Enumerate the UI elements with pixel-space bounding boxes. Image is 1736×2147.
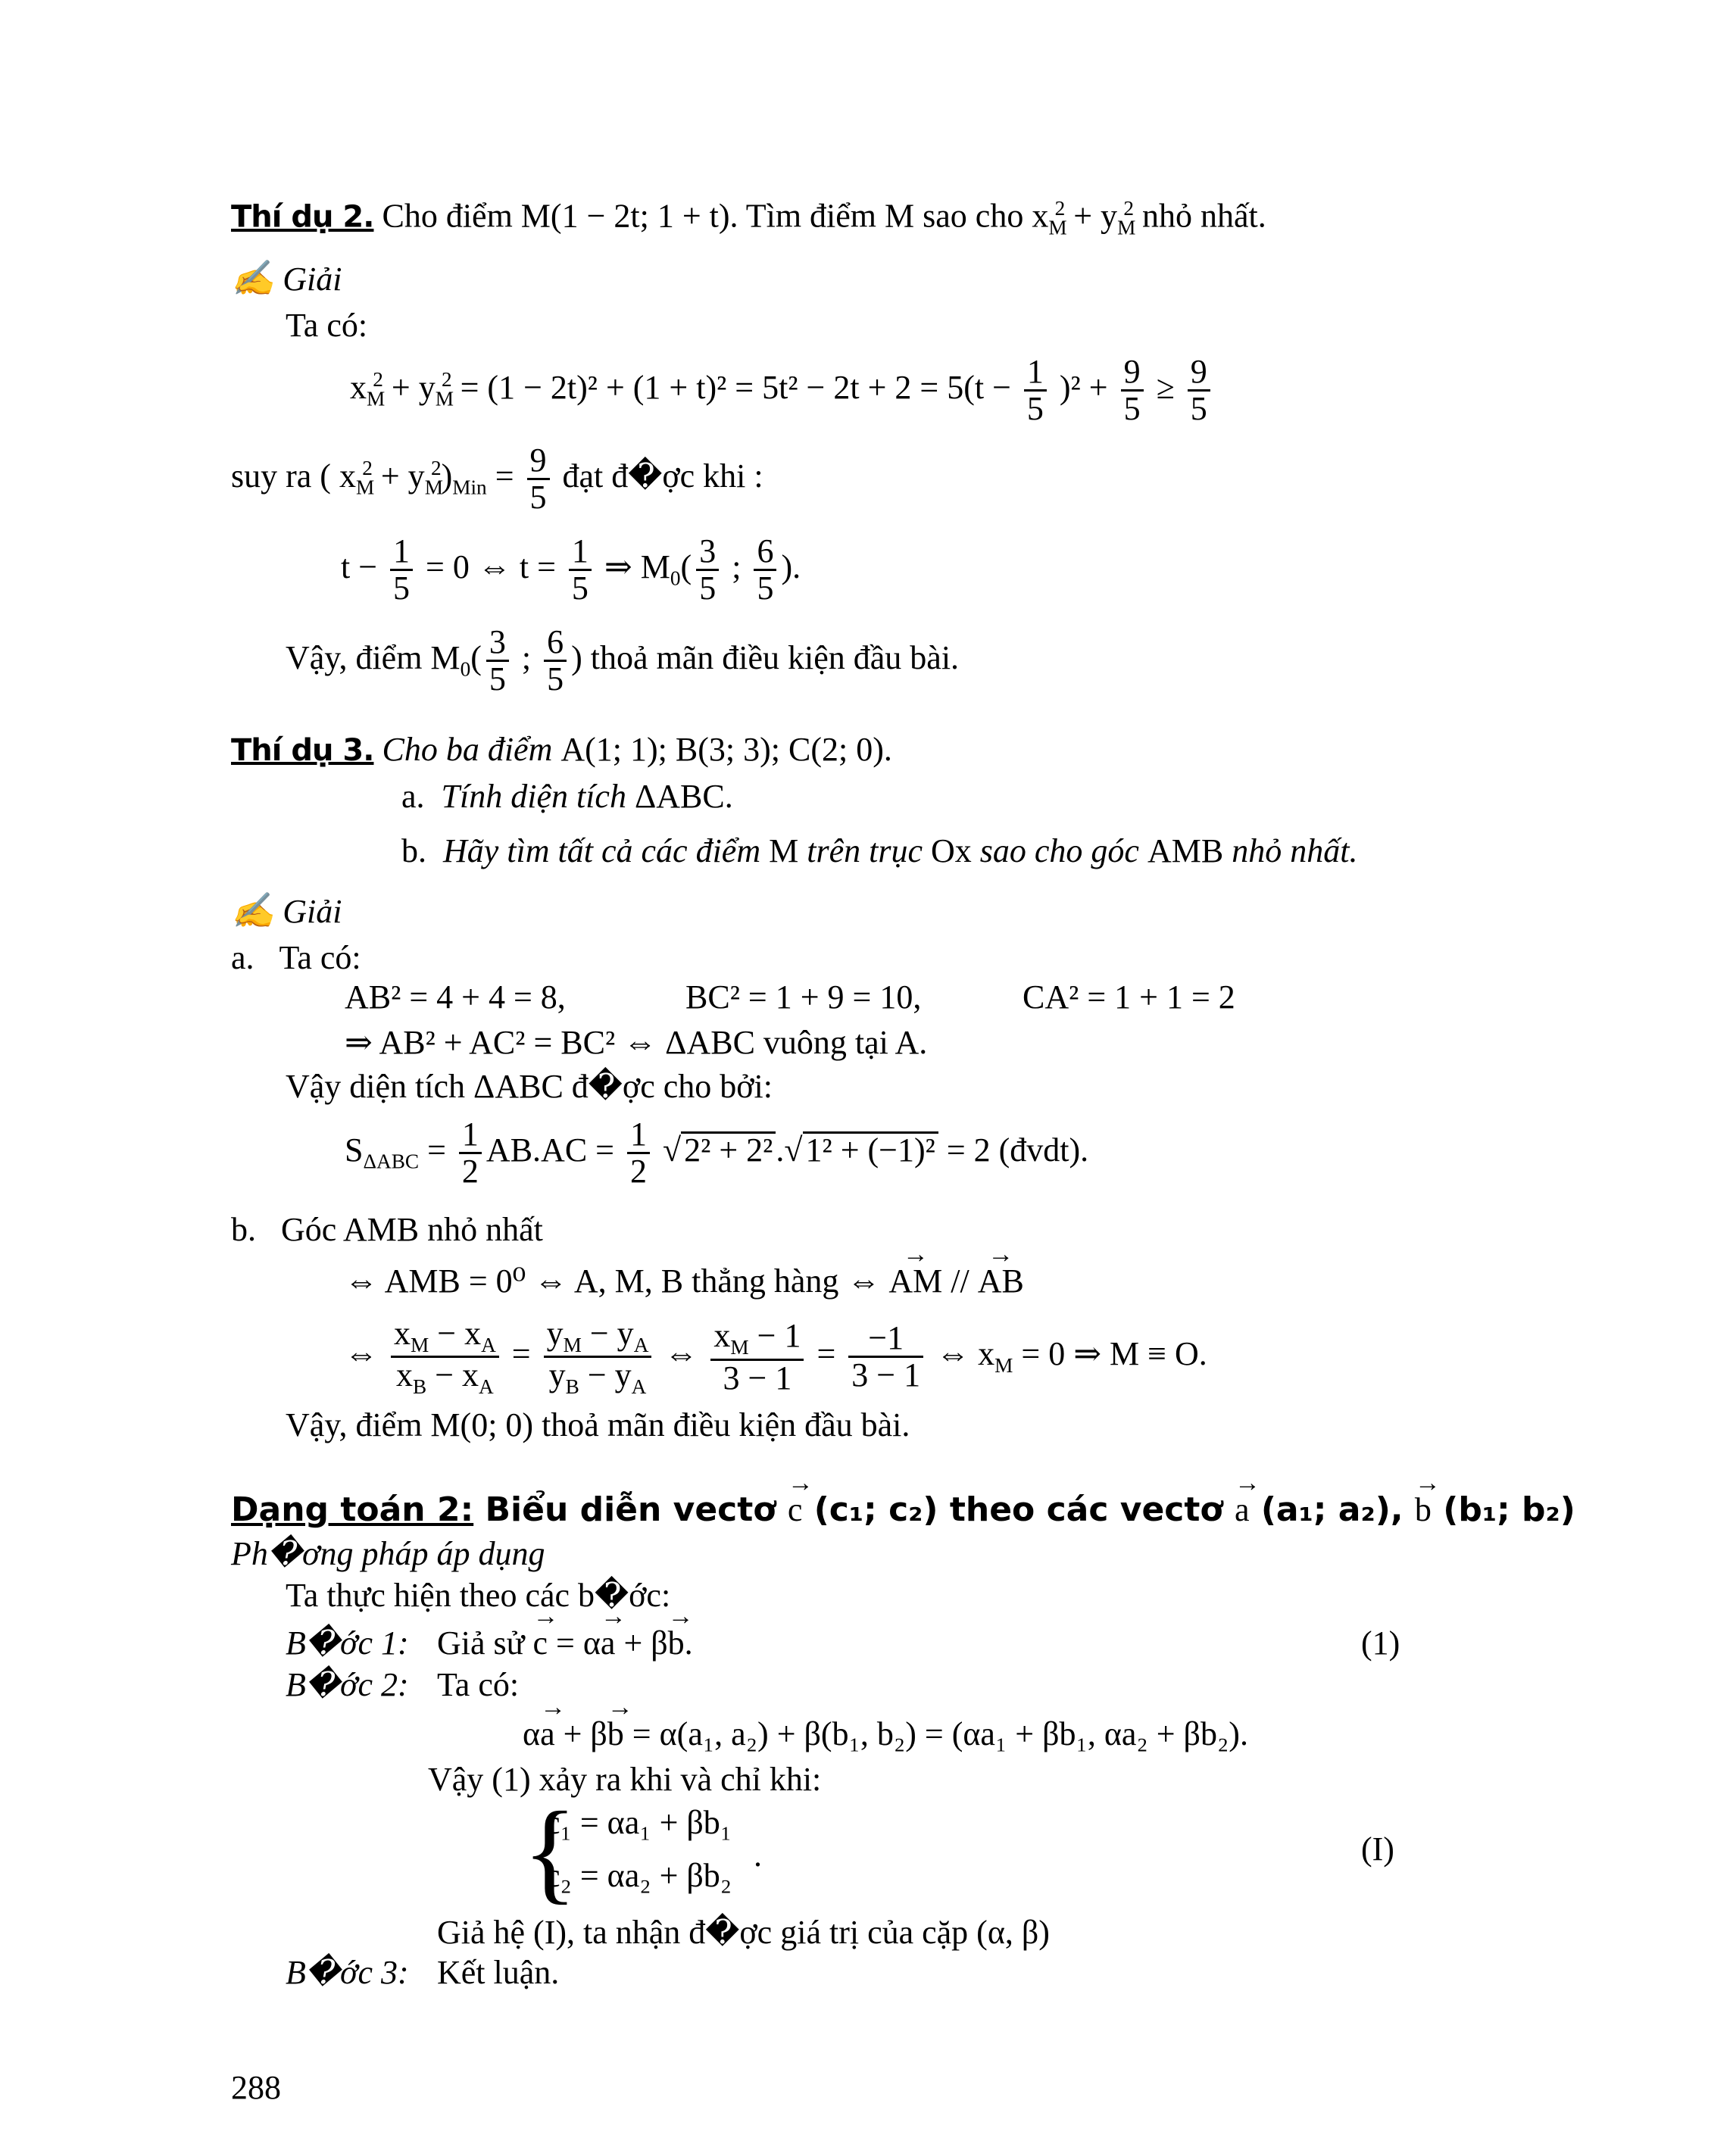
step-1-end: . bbox=[684, 1624, 693, 1662]
example-3-part-a bbox=[401, 780, 733, 813]
sqrt-2: 1² + (−1)² bbox=[803, 1131, 938, 1167]
example-3-solution-heading bbox=[231, 891, 342, 930]
area-S: S bbox=[345, 1131, 364, 1169]
eq-x: x bbox=[350, 368, 367, 406]
fraction-9-5: $\frac{9}{5}$ bbox=[1121, 354, 1144, 426]
sol-b-text: Góc AMB nhỏ nhất bbox=[281, 1211, 543, 1248]
example-2-min-line: suy ra ( $x_M^2 + y_M^2)_{Min}$ = $\frac{9}{5}$ đạt đ�ợc khi : bbox=[231, 442, 763, 516]
area-formula: $S_{\Delta ABC}$ = $\frac{1}{2}$ AB.AC = $\frac{1}{2}$ √2² + 2².√1² + (−1)² = 2 (đvdt). bbox=[345, 1116, 1089, 1191]
step-2-beta: + β bbox=[554, 1715, 607, 1752]
part-a-text: Tính diện tích bbox=[441, 778, 635, 815]
vector-b: → b bbox=[1415, 1493, 1432, 1527]
min-postfix: đạt đ�ợc khi : bbox=[554, 457, 763, 495]
part-b-text2: trên trục bbox=[798, 832, 931, 869]
section-2-label: Dạng toán 2: bbox=[231, 1490, 474, 1529]
step-2-solve: Giả hệ (I), ta nhận đ�ợc giá trị của cặp (α, β) bbox=[437, 1914, 1050, 1951]
solution-label: Giải bbox=[283, 893, 342, 930]
method-heading: Ph�ơng pháp áp dụng bbox=[231, 1535, 545, 1572]
part-b-Ox: Ox bbox=[931, 832, 972, 869]
example-3-part-b bbox=[401, 832, 1358, 869]
fraction-1-2: $\frac{1}{2}$ bbox=[459, 1117, 482, 1189]
example-2-equation: $x_M^2 + y_M^2 = (1 - 2t)^2 + (1 + t)^2 = 5t^2 - 2t + 2 = 5(t$ − $\frac{1}{5}$ )² + $\frac{9}{5}$ ≥ $\frac{9}{5}$ bbox=[350, 354, 1215, 426]
steps-intro: Ta thực hiện theo các b�ớc: bbox=[286, 1577, 671, 1614]
fraction-9-5-b: $\frac{9}{5}$ bbox=[1188, 354, 1210, 426]
step-2-text: Ta có: bbox=[437, 1666, 520, 1703]
t-line-d: ). bbox=[781, 548, 801, 585]
solution-a-intro bbox=[231, 941, 361, 975]
step-2-expansion: = α(a₁, a₂) + β(b₁, b₂) = (αa₁ + βb₁, αa₂ + βb₂). bbox=[623, 1715, 1248, 1752]
min-subscript: Min bbox=[452, 476, 487, 499]
example-2-tail: nhỏ nhất. bbox=[1133, 197, 1266, 235]
example-2-taco: Ta có: bbox=[286, 307, 368, 344]
fraction-1-2-b: $\frac{1}{2}$ bbox=[627, 1117, 650, 1189]
step-1-label: B�ớc 1: bbox=[286, 1624, 409, 1662]
fraction-xm-1: $\frac{x_M - 1}{3 - 1}$ bbox=[710, 1318, 804, 1396]
ratio-line: ⇔ $\frac{x_M - x_A}{x_B - x_A}$ = $\frac{y_M - y_A}{y_B - y_A}$ ⇔ $\frac{x_M - 1}{3 - 1}$ = $\frac{-1}{3 - 1}$ ⇔ $x_M = 0$ ⇒ M ≡ O. bbox=[345, 1315, 1207, 1399]
t-line-c: ⇒ M bbox=[595, 548, 670, 585]
sol-b-label: b. bbox=[231, 1211, 256, 1248]
step-1-intro: Giả sử bbox=[437, 1624, 533, 1662]
b-components: (b₁; b₂) bbox=[1431, 1490, 1575, 1529]
fraction-3-5: $\frac{3}{5}$ bbox=[696, 534, 719, 606]
ge-sign: ≥ bbox=[1147, 368, 1183, 406]
solution-b-intro bbox=[231, 1213, 543, 1247]
fraction-9-5-min: $\frac{9}{5}$ bbox=[527, 443, 550, 515]
step-3-label: B�ớc 3: bbox=[286, 1954, 409, 1991]
fraction-3-5-c: $\frac{3}{5}$ bbox=[486, 625, 509, 697]
vector-b: → b bbox=[668, 1627, 685, 1660]
a-components: (a₁; a₂), bbox=[1249, 1490, 1415, 1529]
area-ab: AB.AC = bbox=[486, 1131, 623, 1169]
vector-c: → c bbox=[788, 1493, 803, 1527]
min-close: ) bbox=[441, 457, 453, 495]
step-2-alpha: α bbox=[523, 1715, 541, 1752]
ratio-result-b: = 0 ⇒ M ≡ O. bbox=[1013, 1335, 1207, 1373]
area-sub: ΔABC bbox=[363, 1150, 420, 1173]
section-2-heading bbox=[231, 1490, 1575, 1529]
part-b-text4: nhỏ nhất. bbox=[1232, 832, 1358, 869]
area-dot: . bbox=[776, 1131, 785, 1169]
fraction-1-5-t: $\frac{1}{5}$ bbox=[390, 534, 413, 606]
solution-label: Giải bbox=[283, 261, 342, 298]
example-2-text: Cho điểm M(1 − 2t; 1 + t). Tìm điểm M sao cho x bbox=[373, 197, 1049, 235]
fraction-1-5: $\frac{1}{5}$ bbox=[1024, 354, 1047, 426]
fraction-xm-xa: $\frac{x_M - x_A}{x_B - x_A}$ bbox=[391, 1316, 499, 1398]
example-2-solution-heading bbox=[231, 261, 342, 296]
page-number: 288 bbox=[231, 2069, 281, 2106]
system-dot: . bbox=[754, 1836, 762, 1874]
sol-a-taco: Ta có: bbox=[279, 939, 361, 976]
pen-icon: ✍ bbox=[231, 259, 275, 298]
t-line-b: = 0 ⇔ t = bbox=[417, 548, 564, 585]
example-3-points: A(1; 1); B(3; 3); C(2; 0). bbox=[560, 731, 892, 768]
area-eq: = bbox=[419, 1131, 454, 1169]
sol-a-label: a. bbox=[231, 939, 254, 976]
step-1-eq: = α bbox=[548, 1624, 601, 1662]
example-3-conclusion: Vậy, điểm M(0; 0) thoả mãn điều kiện đầu bài. bbox=[286, 1406, 910, 1443]
area-intro: Vậy diện tích ΔABC đ�ợc cho bởi: bbox=[286, 1068, 773, 1105]
step-2-label: B�ớc 2: bbox=[286, 1666, 409, 1703]
ratio-iff: ⇔ bbox=[345, 1335, 386, 1373]
fraction-ym-ya: $\frac{y_M - y_A}{y_B - y_A}$ bbox=[544, 1316, 652, 1398]
concl-b: ) thoả mãn điều kiện đầu bài. bbox=[571, 638, 960, 676]
part-b-text3: sao cho góc bbox=[971, 832, 1147, 869]
fraction-6-5: $\frac{6}{5}$ bbox=[754, 534, 776, 606]
system-eq-2: c₂ = αa₂ + βb₂ bbox=[545, 1857, 732, 1894]
sqrt-1: 2² + 2² bbox=[681, 1131, 776, 1167]
concl-a: Vậy, điểm M bbox=[286, 638, 461, 676]
example-3-text: Cho ba điểm bbox=[373, 731, 561, 768]
step-1-plus: + β bbox=[615, 1624, 668, 1662]
vector-c: → c bbox=[533, 1627, 548, 1660]
bc-squared: BC² = 1 + 9 = 10, bbox=[685, 978, 922, 1016]
pen-icon: ✍ bbox=[231, 891, 275, 930]
example-3-label: Thí dụ 3. bbox=[231, 733, 374, 768]
example-3-statement bbox=[231, 733, 892, 766]
equation-number-I: (I) bbox=[1361, 1830, 1394, 1868]
part-b-M: M bbox=[769, 832, 799, 869]
parallel-sign: // bbox=[942, 1262, 978, 1300]
step-2-equation bbox=[523, 1715, 1248, 1752]
step-3-text: Kết luận. bbox=[437, 1954, 560, 1991]
fraction-6-5-c: $\frac{6}{5}$ bbox=[544, 625, 567, 697]
system-brace: { bbox=[523, 1789, 577, 1915]
step-1-text bbox=[437, 1624, 693, 1662]
collinear-text: ⇔ AMB = 0⁰ ⇔ A, M, B thẳng hàng ⇔ bbox=[345, 1262, 889, 1300]
min-prefix: suy ra ( x bbox=[231, 457, 356, 495]
vector-a: → a bbox=[1235, 1493, 1250, 1527]
part-b-text1: Hãy tìm tất cả các điểm bbox=[443, 832, 770, 869]
vector-AB: → AB bbox=[978, 1265, 1024, 1298]
section-2-title: Biểu diễn vectơ bbox=[473, 1490, 788, 1529]
example-2-label: Thí dụ 2. bbox=[231, 199, 374, 235]
collinear-line bbox=[345, 1262, 1024, 1300]
ratio-result-a: ⇔ x bbox=[928, 1335, 995, 1373]
part-a-label: a. bbox=[401, 778, 425, 815]
fraction-neg1: $\frac{-1}{3 - 1}$ bbox=[848, 1321, 923, 1393]
eq-middle: = (1 − 2t)² + (1 + t)² = 5t² − 2t + 2 = 5(t − bbox=[451, 368, 1019, 406]
fraction-1-5-t2: $\frac{1}{5}$ bbox=[569, 534, 592, 606]
equation-number-1: (1) bbox=[1361, 1624, 1400, 1662]
example-2-statement: Thí dụ 2. Cho điểm M(1 − 2t; 1 + t). Tìm điểm M sao cho $x_M^2 + y_M^2$ nhỏ nhất. bbox=[231, 197, 1266, 239]
vector-a: → a bbox=[601, 1627, 616, 1660]
example-2-conclusion: Vậy, điểm $M_0$( $\frac{3}{5}$ ; $\frac{6}{5}$ ) thoả mãn điều kiện đầu bài. bbox=[286, 623, 960, 698]
system-eq-1: c₁ = αa₁ + βb₁ bbox=[545, 1804, 732, 1841]
ca-squared: CA² = 1 + 1 = 2 bbox=[1023, 978, 1235, 1016]
eq-after: )² + bbox=[1051, 368, 1116, 406]
example-2-t-line: t − $\frac{1}{5}$ = 0 ⇔ t = $\frac{1}{5}$ ⇒ $M_0$( $\frac{3}{5}$ ; $\frac{6}{5}$ ). bbox=[341, 532, 801, 607]
area-result: = 2 (đvdt). bbox=[938, 1131, 1089, 1169]
t-line-a: t − bbox=[341, 548, 386, 585]
pythagoras-line: ⇒ AB² + AC² = BC² ⇔ ΔABC vuông tại A. bbox=[345, 1024, 928, 1061]
part-b-AMB: AMB bbox=[1147, 832, 1232, 869]
ab-squared: AB² = 4 + 4 = 8, bbox=[345, 978, 566, 1016]
c-components: (c₁; c₂) theo các vectơ bbox=[802, 1490, 1235, 1529]
part-a-triangle: ΔABC. bbox=[634, 778, 733, 815]
part-b-label: b. bbox=[401, 832, 426, 869]
vector-a: → a bbox=[540, 1718, 555, 1751]
vector-AM: → AM bbox=[888, 1265, 942, 1298]
step-2-then: Vậy (1) xảy ra khi và chỉ khi: bbox=[428, 1761, 822, 1798]
vector-b: → b bbox=[607, 1718, 624, 1751]
min-eq: = bbox=[486, 457, 523, 495]
